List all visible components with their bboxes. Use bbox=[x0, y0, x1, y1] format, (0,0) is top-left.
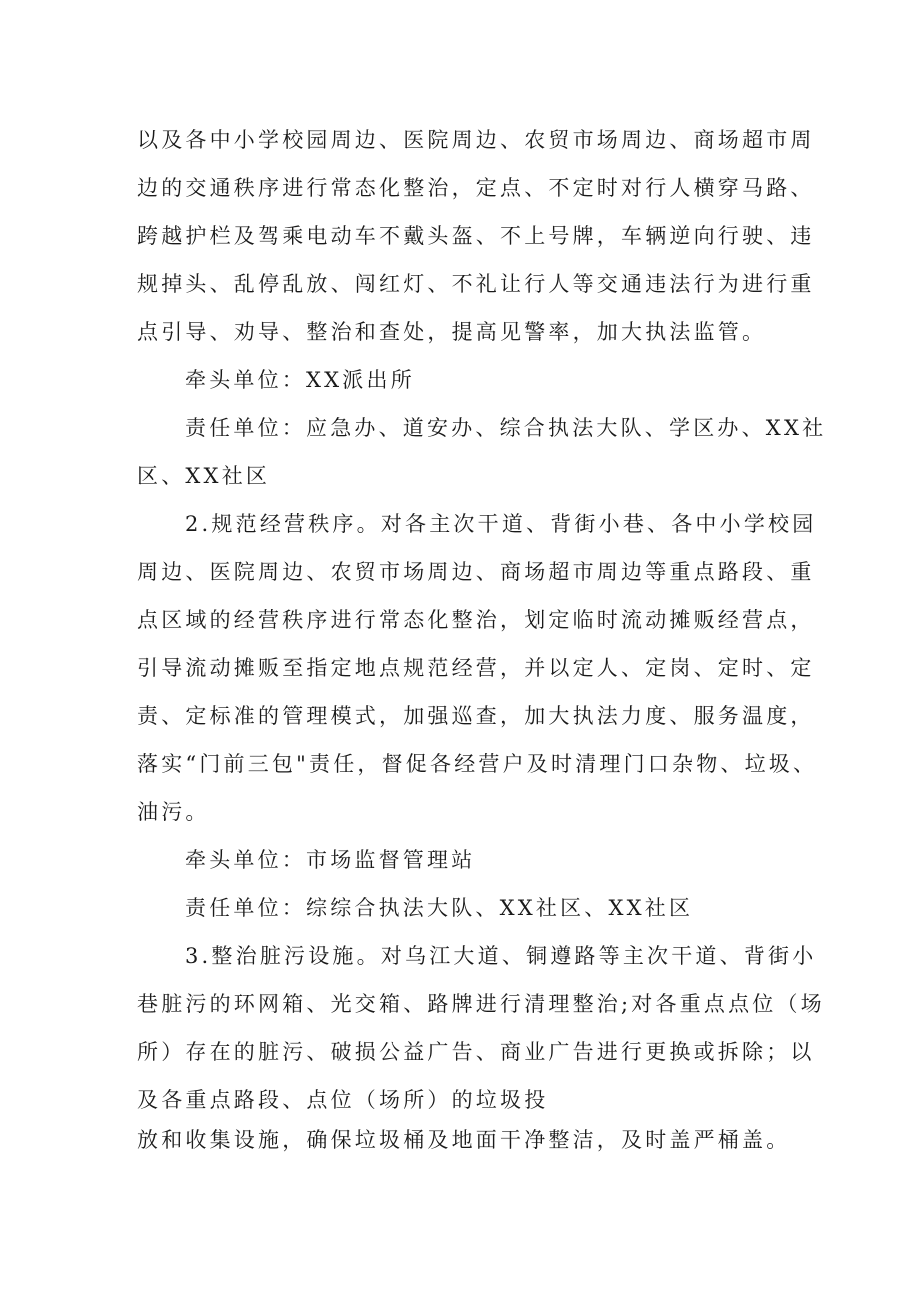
paragraph-3-line-5: 放和收集设施，确保垃圾桶及地面干净整洁，及时盖严桶盖。 bbox=[137, 1128, 791, 1152]
paragraph-3-line-4: 及各重点路段、点位（场所）的垃圾投 bbox=[137, 1088, 549, 1112]
paragraph-2-line-1: 2.规范经营秩序。对各主次干道、背街小巷、各中小学校园 bbox=[185, 512, 817, 536]
paragraph-3-line-3: 所）存在的脏污、破损公益广告、商业广告进行更换或拆除；以 bbox=[137, 1040, 815, 1064]
paragraph-1-line-5: 点引导、劝导、整治和查处，提高见警率，加大执法监管。 bbox=[137, 320, 767, 344]
paragraph-1-line-4: 规掉头、乱停乱放、闯红灯、不礼让行人等交通违法行为进行重 bbox=[137, 272, 815, 296]
paragraph-2-line-6: 落实“门前三包"责任，督促各经营户及时清理门口杂物、垃圾、 bbox=[137, 752, 818, 776]
paragraph-3-line-1: 3.整治脏污设施。对乌江大道、铜遵路等主次干道、背街小 bbox=[185, 944, 817, 968]
paragraph-2-line-2: 周边、医院周边、农贸市场周边、商场超市周边等重点路段、重 bbox=[137, 560, 815, 584]
paragraph-2-line-5: 责、定标准的管理模式，加强巡查，加大执法力度、服务温度， bbox=[137, 704, 815, 728]
paragraph-1-line-1: 以及各中小学校园周边、医院周边、农贸市场周边、商场超市周 bbox=[137, 128, 815, 152]
paragraph-2-line-4: 引导流动摊贩至指定地点规范经营，并以定人、定岗、定时、定 bbox=[137, 656, 815, 680]
paragraph-2-line-3: 点区域的经营秩序进行常态化整治，划定临时流动摊贩经营点， bbox=[137, 608, 815, 632]
lead-unit-2: 牵头单位：市场监督管理站 bbox=[185, 848, 476, 872]
paragraph-3-line-2: 巷脏污的环网箱、光交箱、路牌进行清理整治;对各重点点位（场 bbox=[137, 992, 825, 1016]
paragraph-1-line-2: 边的交通秩序进行常态化整治，定点、不定时对行人横穿马路、 bbox=[137, 176, 815, 200]
paragraph-2-line-7: 油污。 bbox=[137, 800, 210, 824]
responsible-unit-1-line-2: 区、XX社区 bbox=[137, 464, 271, 488]
responsible-unit-1-line-1: 责任单位：应急办、道安办、综合执法大队、学区办、XX社 bbox=[185, 416, 827, 440]
responsible-unit-2: 责任单位：综综合执法大队、XX社区、XX社区 bbox=[185, 896, 694, 920]
lead-unit-1: 牵头单位：XX派出所 bbox=[185, 368, 415, 392]
paragraph-1-line-3: 跨越护栏及驾乘电动车不戴头盔、不上号牌，车辆逆向行驶、违 bbox=[137, 224, 815, 248]
